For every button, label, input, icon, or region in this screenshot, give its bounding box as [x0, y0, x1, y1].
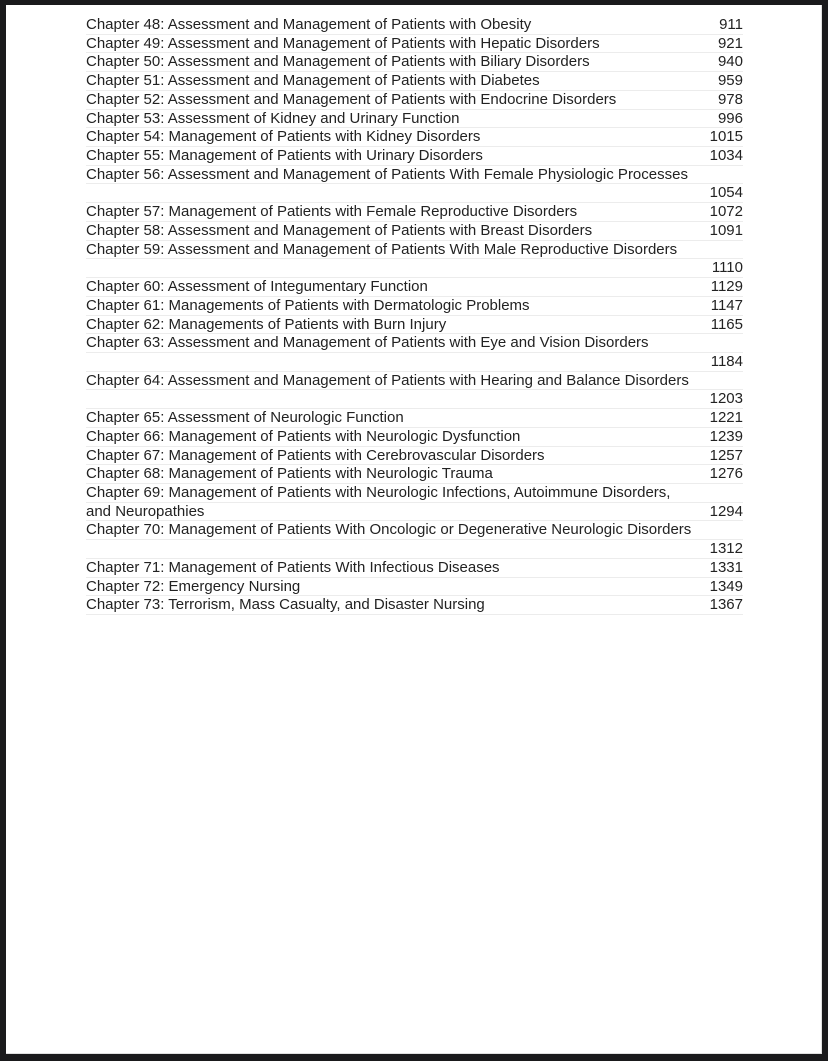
chapter-title: Chapter 65: Assessment of Neurologic Function: [86, 409, 404, 427]
chapter-title: Chapter 68: Management of Patients with Neurologic Trauma: [86, 465, 493, 483]
toc-entry: [86, 110, 743, 129]
page-number: 996: [717, 109, 743, 127]
page-number: 1367: [709, 596, 743, 614]
toc-row: [86, 53, 743, 72]
chapter-title: Chapter 69: Management of Patients with Neurologic Infections, Autoimmune Disorders,: [86, 483, 671, 501]
page-number: 1349: [709, 577, 743, 595]
chapter-title: Chapter 66: Management of Patients with Neurologic Dysfunction: [86, 427, 521, 445]
toc-row: [86, 110, 743, 129]
page-number: 1239: [709, 427, 743, 445]
toc-entry: [86, 278, 743, 297]
toc-entry: [86, 596, 743, 615]
toc-row: [86, 184, 743, 203]
page-number: 1331: [709, 558, 743, 576]
page-number: 1110: [711, 259, 743, 277]
chapter-title: Chapter 60: Assessment of Integumentary Function: [86, 278, 428, 296]
toc-row: [86, 372, 743, 391]
toc-entry: [86, 35, 743, 54]
toc-entry: [86, 447, 743, 466]
toc-entry: [86, 334, 743, 371]
toc-row: [86, 503, 743, 522]
toc-row: [86, 72, 743, 91]
toc-row: [86, 259, 743, 278]
toc-row: [86, 559, 743, 578]
toc-entry: [86, 409, 743, 428]
toc-row: [86, 334, 743, 353]
page-number: 1221: [709, 409, 743, 427]
chapter-title-continued: and Neuropathies: [86, 502, 205, 520]
page-number: 940: [717, 53, 743, 71]
toc-entry: [86, 147, 743, 166]
page-number: 978: [717, 90, 743, 108]
toc-entry: [86, 578, 743, 597]
toc-entry: [86, 372, 743, 409]
chapter-title: Chapter 59: Assessment and Management of Patients With Male Reproductive Disorders: [86, 240, 678, 258]
toc-row: [86, 428, 743, 447]
toc-entry: [86, 222, 743, 241]
page-number: 1203: [709, 390, 743, 408]
page-number: 1312: [709, 540, 743, 558]
toc-entry: [86, 559, 743, 578]
toc-row: [86, 521, 743, 540]
chapter-title: Chapter 64: Assessment and Management of Patients with Hearing and Balance Disorders: [86, 371, 689, 389]
toc-row: [86, 390, 743, 409]
toc-row: [86, 222, 743, 241]
page-number: 1276: [709, 465, 743, 483]
toc-entry: [86, 53, 743, 72]
toc-entry: [86, 428, 743, 447]
page-number: 1257: [709, 446, 743, 464]
chapter-title: Chapter 57: Management of Patients with Female Reproductive Disorders: [86, 203, 578, 221]
toc-entry: [86, 484, 743, 521]
toc-row: [86, 16, 743, 35]
toc-entry: [86, 16, 743, 35]
chapter-title: Chapter 56: Assessment and Management of Patients With Female Physiologic Processes: [86, 165, 688, 183]
toc-row: [86, 447, 743, 466]
chapter-title: Chapter 70: Management of Patients With Oncologic or Degenerative Neurologic Disorders: [86, 521, 692, 539]
chapter-title: Chapter 62: Managements of Patients with Burn Injury: [86, 315, 447, 333]
toc-row: [86, 203, 743, 222]
page-number: 1129: [710, 278, 743, 296]
page-number: 1034: [709, 147, 743, 165]
table-of-contents: [86, 16, 743, 615]
page-number: 1294: [709, 502, 743, 520]
toc-entry: [86, 297, 743, 316]
toc-row: [86, 166, 743, 185]
toc-row: [86, 316, 743, 335]
toc-row: [86, 353, 743, 372]
chapter-title: Chapter 73: Terrorism, Mass Casualty, and Disaster Nursing: [86, 596, 485, 614]
toc-row: [86, 484, 743, 503]
chapter-title: Chapter 71: Management of Patients With Infectious Diseases: [86, 558, 500, 576]
page-number: 921: [717, 34, 743, 52]
page-number: 959: [717, 72, 743, 90]
toc-entry: [86, 241, 743, 278]
toc-row: [86, 35, 743, 54]
toc-row: [86, 91, 743, 110]
chapter-title: Chapter 54: Management of Patients with Kidney Disorders: [86, 128, 481, 146]
chapter-title: Chapter 61: Managements of Patients with Dermatologic Problems: [86, 296, 530, 314]
chapter-title: Chapter 53: Assessment of Kidney and Urinary Function: [86, 109, 460, 127]
page-number: 1165: [710, 315, 743, 333]
toc-row: [86, 596, 743, 615]
chapter-title: Chapter 49: Assessment and Management of Patients with Hepatic Disorders: [86, 34, 600, 52]
page-number: 1072: [709, 203, 743, 221]
toc-row: [86, 465, 743, 484]
page-number: 1015: [709, 128, 743, 146]
chapter-title: Chapter 72: Emergency Nursing: [86, 577, 301, 595]
chapter-title: Chapter 51: Assessment and Management of Patients with Diabetes: [86, 72, 540, 90]
toc-entry: [86, 465, 743, 484]
toc-row: [86, 241, 743, 260]
toc-row: [86, 540, 743, 559]
toc-entry: [86, 128, 743, 147]
toc-entry: [86, 203, 743, 222]
toc-row: [86, 147, 743, 166]
toc-row: [86, 128, 743, 147]
document-page: [6, 5, 822, 1054]
chapter-title: Chapter 52: Assessment and Management of Patients with Endocrine Disorders: [86, 90, 617, 108]
toc-entry: [86, 316, 743, 335]
chapter-title: Chapter 48: Assessment and Management of Patients with Obesity: [86, 16, 532, 33]
toc-entry: [86, 521, 743, 558]
chapter-title: Chapter 63: Assessment and Management of Patients with Eye and Vision Disorders: [86, 334, 649, 352]
chapter-title: Chapter 55: Management of Patients with Urinary Disorders: [86, 147, 483, 165]
page-number: 911: [719, 16, 743, 33]
chapter-title: Chapter 67: Management of Patients with Cerebrovascular Disorders: [86, 446, 545, 464]
toc-row: [86, 409, 743, 428]
chapter-title: Chapter 50: Assessment and Management of Patients with Biliary Disorders: [86, 53, 590, 71]
toc-entry: [86, 72, 743, 91]
toc-row: [86, 297, 743, 316]
page-number: 1091: [709, 221, 743, 239]
chapter-title: Chapter 58: Assessment and Management of Patients with Breast Disorders: [86, 221, 593, 239]
page-number: 1147: [710, 296, 743, 314]
toc-entry: [86, 91, 743, 110]
page-number: 1184: [710, 352, 743, 370]
page-number: 1054: [709, 184, 743, 202]
toc-entry: [86, 166, 743, 203]
toc-row: [86, 578, 743, 597]
toc-row: [86, 278, 743, 297]
